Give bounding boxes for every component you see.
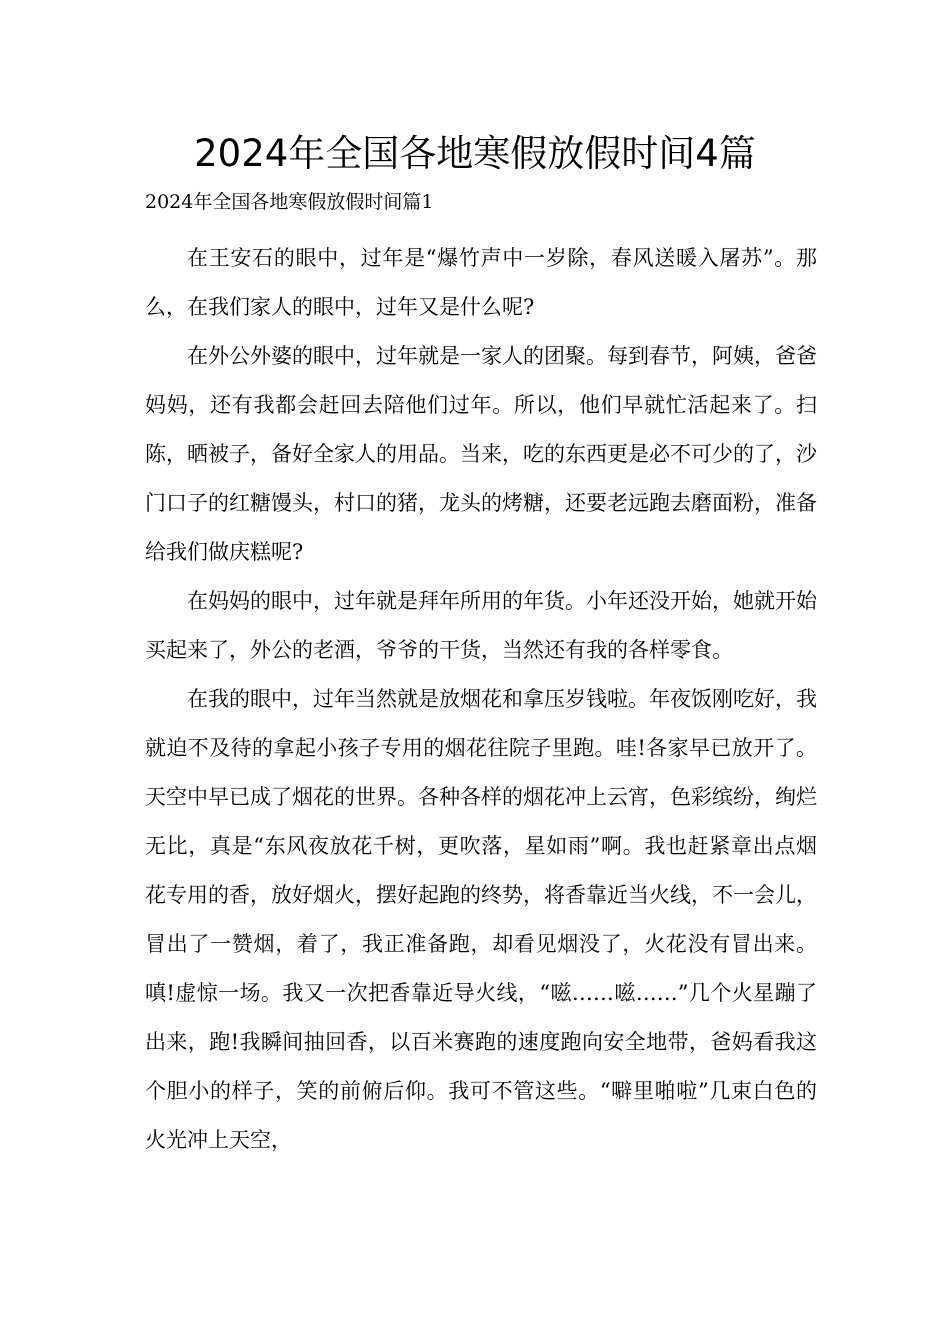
- paragraph: 在我的眼中，过年当然就是放烟花和拿压岁钱啦。年夜饭刚吃好，我就迫不及待的拿起小孩子专用的烟花往院子里跑。哇!各家早已放开了。天空中早已成了烟花的世界。各种各样的烟花冲上云宵，色彩缤纷，绚烂无比，真是“东风夜放花千树，更吹落，星如雨”啊。我也赶紧章出点烟花专用的香，放好烟火，摆好起跑的终势，将香靠近当火线，不一会儿，冒出了一赞烟，着了，我正准备跑，却看见烟没了，火花没有冒出来。嗔!虚惊一场。我又一次把香靠近导火线，“嗞……嗞……”几个火星蹦了出来，跑!我瞬间抽回香，以百米赛跑的速度跑向安全地带，爸妈看我这个胆小的样子，笑的前俯后仰。我可不管这些。“噼里啪啦”几束白色的火光冲上天空，: [145, 687, 817, 1152]
- document-body: [145, 234, 817, 1165]
- paragraph: 在外公外婆的眼中，过年就是一家人的团聚。每到春节，阿姨，爸爸妈妈，还有我都会赶回去陪他们过年。所以，他们早就忙活起来了。扫陈，晒被子，备好全家人的用品。当来，吃的东西更是必不可少的了，沙门口子的红糖馒头，村口的猪，龙头的烤糖，还要老远跑去磨面粉，准备给我们做庆糕呢?: [145, 344, 817, 564]
- paragraph: 在妈妈的眼中，过年就是拜年所用的年货。小年还没开始，她就开始买起来了，外公的老酒，爷爷的干货，当然还有我的各样零食。: [145, 589, 817, 662]
- document-title: 2024年全国各地寒假放假时间4篇: [194, 132, 756, 175]
- paragraph: 在王安石的眼中，过年是“爆竹声中一岁除，春风送暖入屠苏”。那么，在我们家人的眼中，过年又是什么呢?: [145, 246, 817, 319]
- section-heading: 2024年全国各地寒假放假时间篇1: [145, 191, 434, 213]
